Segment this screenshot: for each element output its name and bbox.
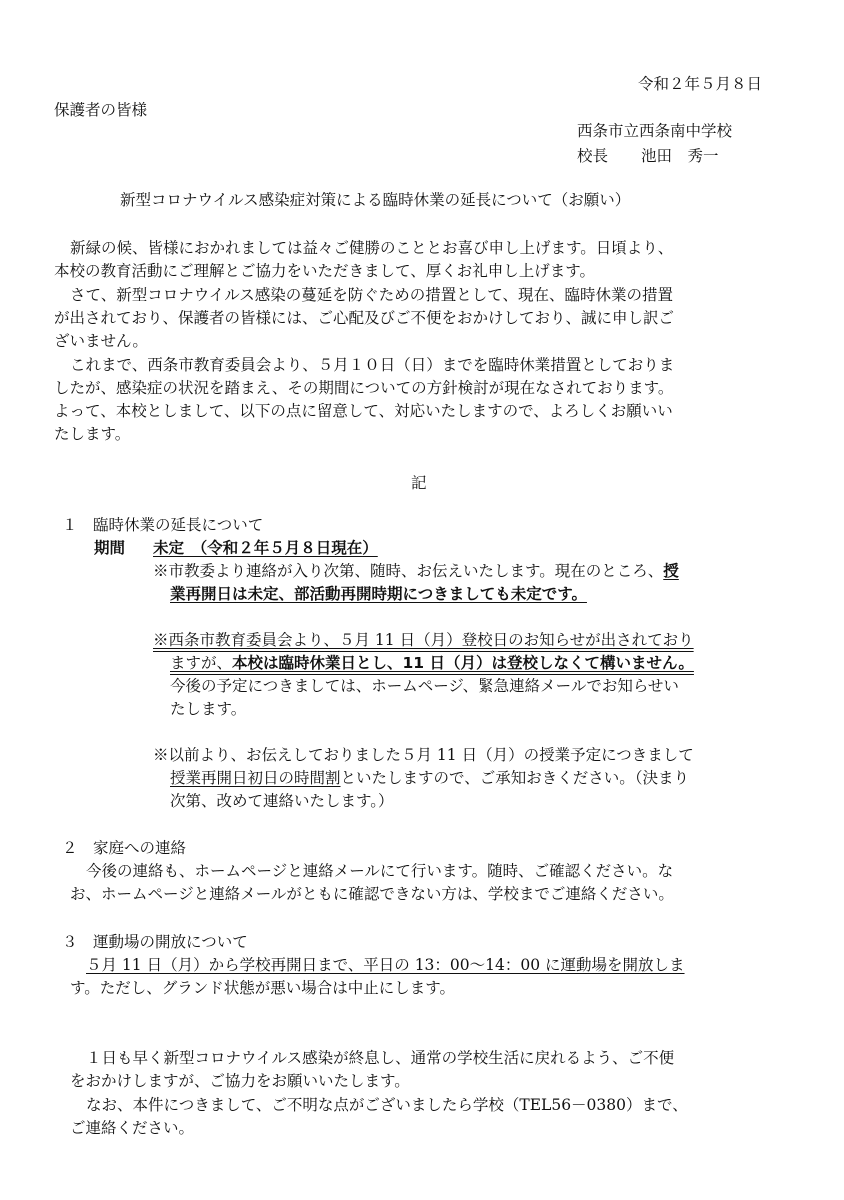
intro-line: したが、感染症の状況を踏まえ、その期間についての方針検討が現在なされております。 (54, 379, 674, 397)
section-2-heading: ２ 家庭への連絡 (62, 839, 187, 857)
section-3-heading: ３ 運動場の開放について (62, 933, 248, 951)
section-2-line: 今後の連絡も、ホームページと連絡メールにて行います。随時、ご確認ください。な (86, 862, 674, 880)
period-value: 未定 （令和２年５月８日現在） (153, 539, 378, 557)
section-1-heading: １ 臨時休業の延長について (62, 516, 264, 534)
note-2-line: 今後の予定につきましては、ホームページ、緊急連絡メールでお知らせい (170, 677, 679, 695)
note-2-line: ますが、本校は臨時休業日とし、11 日（月）は登校しなくて構いません。 (170, 654, 694, 672)
note-2-line: たします。 (170, 700, 247, 718)
closing-line: なお、本件につきまして、ご不明な点がございましたら学校（TEL56－0380）まで、 (86, 1096, 688, 1114)
intro-line: これまで、西条市教育委員会より、５月１０日（日）までを臨時休業措置としておりま (70, 356, 675, 374)
intro-line: 本校の教育活動にご理解とご協力をいただきまして、厚くお礼申し上げます。 (54, 262, 595, 280)
recipient: 保護者の皆様 (54, 101, 148, 119)
note-3-line: 授業再開日初日の時間割といたしますので、ご承知おきください。（決まり (170, 769, 689, 787)
note-2-line: ※西条市教育委員会より、５月 11 日（月）登校日のお知らせが出されており (153, 631, 694, 649)
period-label: 期間 (94, 539, 126, 557)
date: 令和２年５月８日 (638, 75, 763, 93)
principal-name: 池田 秀一 (641, 147, 719, 165)
closing-line: ご連絡ください。 (70, 1119, 195, 1137)
note-3-line: ※以前より、お伝えしておりました５月 11 日（月）の授業予定につきまして (153, 746, 694, 764)
intro-line: たします。 (54, 425, 131, 443)
closing-line: １日も早く新型コロナウイルス感染が終息し、通常の学校生活に戻れるよう、ご不便 (86, 1049, 675, 1067)
section-3-line: す。ただし、グランド状態が悪い場合は中止にします。 (70, 979, 456, 997)
closing-line: をおかけしますが、ご協力をお願いいたします。 (70, 1072, 410, 1090)
intro-line: が出されており、保護者の皆様には、ご心配及びご不便をおかけしており、誠に申し訳ご (54, 309, 675, 327)
principal-title: 校長 (577, 147, 609, 165)
school-name: 西条市立西条南中学校 (577, 122, 733, 140)
intro-line: ざいません。 (54, 332, 148, 350)
note-3-line: 次第、改めて連絡いたします。） (170, 792, 394, 810)
ki-mark: 記 (411, 474, 427, 492)
intro-line: よって、本校としまして、以下の点に留意して、対応いたしますので、よろしくお願いい (54, 402, 673, 420)
section-3-line: ５月 11 日（月）から学校再開日まで、平日の 13：00～14：00 に運動場を開放しま (86, 956, 685, 974)
intro-line: 新緑の候、皆様におかれましては益々ご健勝のこととお喜び申し上げます。日頃より、 (70, 239, 674, 257)
note-1-line: ※市教委より連絡が入り次第、随時、お伝えいたします。現在のところ、授 (153, 562, 679, 580)
intro-line: さて、新型コロナウイルス感染の蔓延を防ぐための措置として、現在、臨時休業の措置 (70, 286, 673, 304)
document-title: 新型コロナウイルス感染症対策による臨時休業の延長について（お願い） (120, 191, 631, 209)
note-1-line-bold: 業再開日は未定、部活動再開時期につきましても未定です。 (170, 585, 587, 603)
section-2-line: お、ホームページと連絡メールがともに確認できない方は、学校までご連絡ください。 (70, 885, 674, 903)
